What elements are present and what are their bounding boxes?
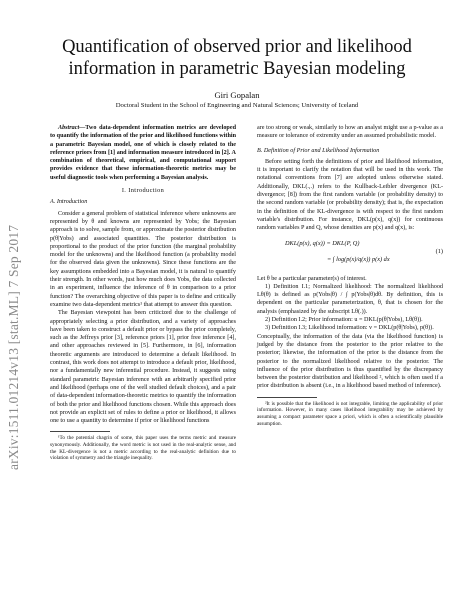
- definition-3: 3) Definition I.3; Likelihood information: v = DKL(p(θ|Yobs), p(θ)).: [265, 325, 434, 332]
- left-column: [50, 124, 236, 462]
- author-affiliation: Doctoral Student in the School of Engineering and Natural Sciences; University of Iceland: [115, 102, 359, 109]
- abstract-label: Abstract: [58, 125, 80, 131]
- footnote-1: ¹To the potential chagrin of some, this paper uses the terms metric and measure synonymously. Additionally, the word metric is not used in the real-analytic sense, and the KL-divergence is not a metric according to the real-analytic definition due to violation of symmetry and the triangle inequality.: [50, 435, 236, 462]
- author-name: Giri Gopalan: [214, 90, 260, 100]
- right-column: [257, 124, 443, 427]
- subsection-heading-a: A. Introduction: [50, 199, 88, 206]
- section-heading-introduction: I. Introduction: [121, 187, 165, 195]
- equation-line-1: DKL(p(x), q(x)) = DKL(P, Q): [285, 239, 360, 247]
- paragraph-intro-1: Consider a general problem of statistical inference where unknowns are represented by θ and knowns are represented by Yobs; the Bayesian approach is to solve, sample from, or approximate the posterior distribution p(θ|Yobs) and associated quantities. The posterior distribution is proportional to the product of the prior function (the marginal probability model for the unknowns) and the likelihood function (a probability model for the observed data given the unknowns). Since these functions are the key assumptions embedded into a Bayesian model, it is natural to quantify their strength. In other words, just how much does Yobs, the data collected in an experiment, influence the inference of θ in comparison to a prior function? The overarching objective of this paper is to define and critically examine two data-dependent metrics¹ that attempt to answer this question.: [50, 210, 236, 308]
- paper-title: Quantification of observed prior and likelihood information in parametric Bayesian modeling: [62, 37, 412, 79]
- paragraph-notation: Before setting forth the definitions of prior and likelihood information, it is important to clarify the notation that will be used in this work. The notational conventions from [7] are adopted unless otherwise stated. Additionally, DKL(.,.) refers to the Kullback-Leibler divergence (KL-divergence; [8]) from the first random variable (or probability density) to the second random variable (or probability density); that is, the expectation in the definition of the KL-divergence is with respect to the first random variable's distribution. For instance, DKL(p(x), q(x)) for continuous random variables P and Q, whose densities are p(x) and q(x), is:: [257, 158, 443, 232]
- equation-line-2: = ∫ log(p(x)/q(x)) p(x) dx: [327, 255, 390, 263]
- footnote-2: ²It is possible that the likelihood is not integrable, limiting the applicability of prior information. However, in many cases likelihood integrability may be achieved by assuming a compact parameter space a priori, which is often a scientifically plausible assumption.: [257, 400, 443, 427]
- definition-1: 1) Definition I.1; Normalized likelihood: The normalized likelihood Lθ(θ) is defined as p(Yobs|θ) / ∫ p(Yobs|θ)dθ. By definition, this is dependent on the particular parameterization, θ, that is chosen for the analysis (emphasized by the subscript Lθ(.)).: [257, 283, 443, 315]
- footnote-divider-right: [257, 397, 317, 398]
- paragraph-conceptual: Conceptually, the information of the data (via the likelihood function) is judged by the distance from the posterior to the prior relative to the posterior; likewise, the information of the prior is the distance from the posterior to the normalized likelihood relative to the posterior. The influence of the prior distribution is thus quantified by the discrepancy between the posterior distribution and likelihood ², which is often used if a prior distribution is absent (i.e., in a likelihood based method of inference).: [257, 333, 443, 390]
- subsection-heading-b: B. Definition of Prior and Likelihood Information: [257, 147, 380, 154]
- abstract-text: —Two data-dependent information metrics are developed to quantify the information of the prior and likelihood functions within a parametric Bayesian model, one of which is closely related to the reference priors from [1] and information measure introduced in [2]. A combination of theoretical, empirical, and computational support provides evidence that these information-theoretic metrics may be useful diagnostic tools when performing a Bayesian analysis.: [50, 125, 236, 181]
- definition-2: 2) Definition I.2; Prior information: u = DKL(p(θ|Yobs), Lθ(θ)).: [265, 317, 423, 324]
- equation-1: [257, 238, 443, 270]
- abstract: [50, 124, 236, 182]
- paragraph-intro-2: The Bayesian viewpoint has been criticized due to the challenge of appropriately selecting a prior distribution, and a variety of approaches have been taken to construct a default prior or bypass the prior completely, such as the Jeffreys prior [3], reference priors [1], prior free inference [4], and other approaches reviewed in [5]. Furthermore, in [6], information theoretic arguments are introduced to determine a default likelihood. In contrast, this work does not attempt to introduce a default prior, likelihood, nor a fundamentally new inferential procedure. Instead, it suggests using standard parametric Bayesian inference with an arbitrarily specified prior and likelihood (perhaps one of the well studied default choices), and a pair of data-dependent information-theoretic metrics to quantify the information of both the prior and likelihood functions chosen. While this approach does not provide an explicit set of rules to define a prior or likelihood, it allows one to use a quantity to determine if prior or likelihood functions: [50, 310, 236, 425]
- paragraph-parameter: Let θ be a particular parameter(s) of interest.: [257, 275, 367, 282]
- paragraph-continued: are too strong or weak, similarly to how an analyst might use a p-value as a measure or tolerance of extremity under an assumed probabilistic model.: [257, 125, 443, 140]
- equation-number: (1): [435, 247, 443, 255]
- arxiv-stamp: arXiv:1511.01214v13 [stat.ML] 7 Sep 2017: [6, 224, 21, 470]
- footnote-divider: [50, 431, 110, 432]
